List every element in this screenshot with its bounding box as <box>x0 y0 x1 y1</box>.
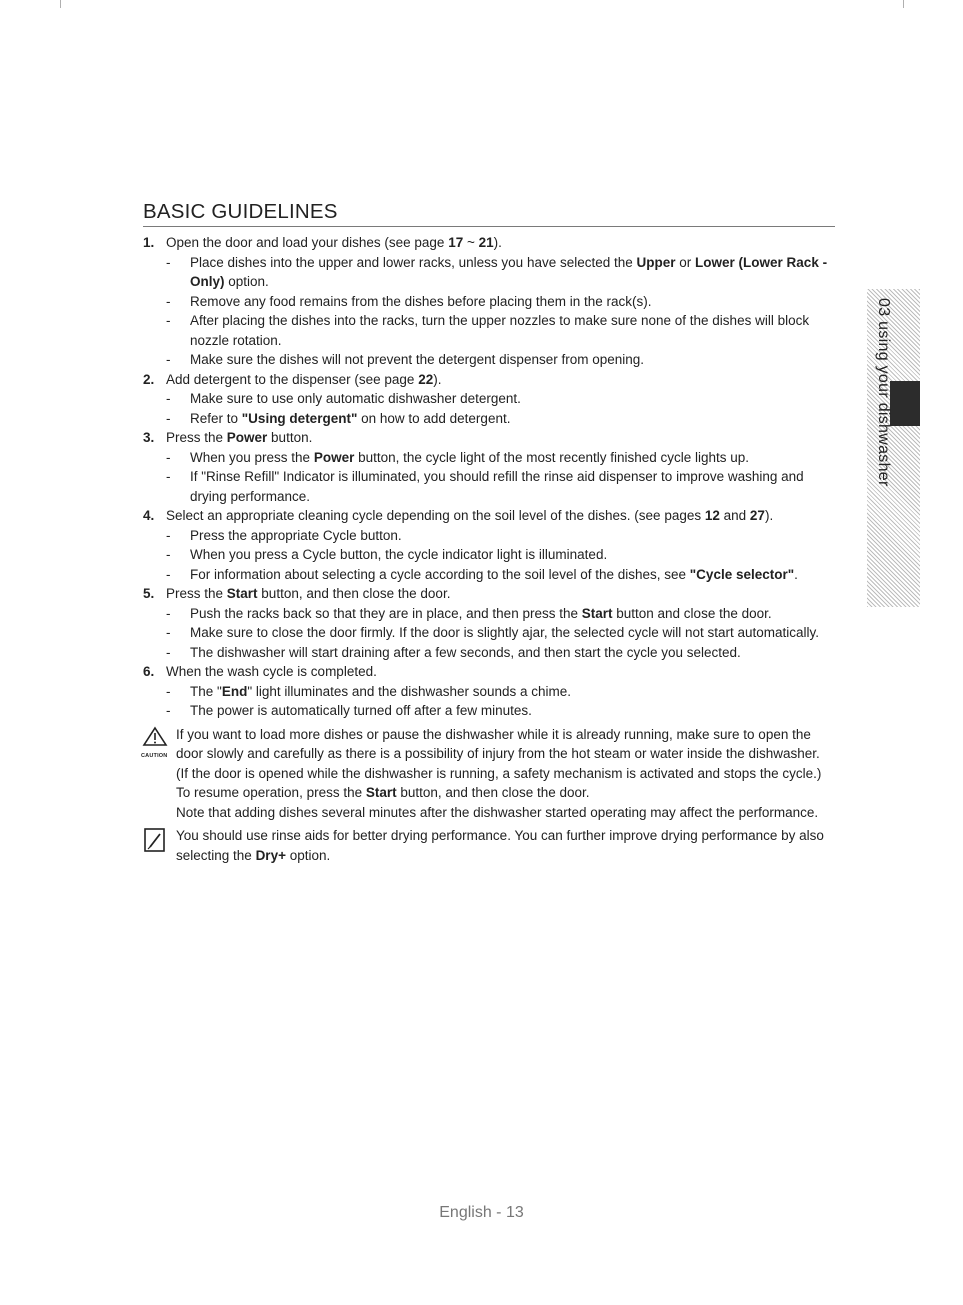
step-3 <box>143 428 835 448</box>
step-2 <box>143 370 835 390</box>
note-notice <box>143 826 835 865</box>
sub-item: - For information about selecting a cycle according to the soil level of the dishes, see "Cycle selector". <box>166 566 798 582</box>
sub-item: - Make sure to use only automatic dishwasher detergent. <box>166 391 521 406</box>
sub-item: - Push the racks back so that they are in place, and then press the Start button and close the door. <box>166 605 772 621</box>
step-number: 5. <box>143 586 155 601</box>
caution-icon <box>143 725 176 823</box>
crop-mark-left <box>60 0 61 8</box>
step-5 <box>143 584 835 604</box>
step-number: 2. <box>143 371 155 387</box>
caution-text: If you want to load more dishes or pause the dishwasher while it is already running, make sure to open the door slowly and carefully as there is a possibility of injury from the hot steam or water inside the dishwasher. (If the door is opened while the dishwasher is running, a safety mechanism is activated and stops the cycle.) To resume operation, press the Start button, and then close the door. Note that adding dishes several minutes after the dishwasher started operating may affect the performance. <box>176 726 822 820</box>
sub-item: - The dishwasher will start draining after a few seconds, and then start the cycle you selected. <box>166 644 741 660</box>
crop-mark-right <box>903 0 904 8</box>
note-text: You should use rinse aids for better drying performance. You can further improve drying performance by also selecting the Dry+ option. <box>176 828 824 863</box>
sub-item: - The power is automatically turned off after a few minutes. <box>166 703 532 718</box>
sub-item: - Make sure to close the door firmly. If the door is slightly ajar, the selected cycle will not start automatically. <box>166 625 820 640</box>
step-number: 1. <box>143 235 155 250</box>
step-text: Open the door and load your dishes (see page 17 ~ 21). <box>166 235 502 250</box>
chapter-tab-label: 03 using your dishwasher <box>875 298 892 487</box>
step-text: When the wash cycle is completed. <box>166 664 377 679</box>
step-text: Press the Power button. <box>166 430 313 445</box>
step-text: Press the Start button, and then close the door. <box>166 586 451 601</box>
page-footer: English - 13 <box>439 1204 524 1221</box>
step-number: 4. <box>143 508 155 523</box>
chapter-tab-marker <box>890 381 920 426</box>
sub-item: - If "Rinse Refill" Indicator is illuminated, you should refill the rinse aid dispenser to improve washing and drying performance. <box>166 469 804 504</box>
caution-notice <box>143 725 835 823</box>
sub-item: - Make sure the dishes will not prevent the detergent dispenser from opening. <box>166 352 645 367</box>
sub-item: - Press the appropriate Cycle button. <box>166 527 402 543</box>
step-1 <box>143 233 835 253</box>
step-number: 6. <box>143 664 155 679</box>
sub-item: - Place dishes into the upper and lower racks, unless you have selected the Upper or Lower (Lower Rack - Only) option. <box>166 254 828 289</box>
sub-item: - After placing the dishes into the racks, turn the upper nozzles to make sure none of the dishes will block nozzle rotation. <box>166 313 810 348</box>
sub-item: - The "End" light illuminates and the dishwasher sounds a chime. <box>166 683 572 699</box>
step-text: Add detergent to the dispenser (see page 22). <box>166 371 442 387</box>
sub-item: - When you press a Cycle button, the cycle indicator light is illuminated. <box>166 547 608 562</box>
caution-label: CAUTION <box>141 752 168 759</box>
sub-item: - When you press the Power button, the cycle light of the most recently finished cycle lights up. <box>166 449 750 465</box>
sub-item: - Remove any food remains from the dishes before placing them in the rack(s). <box>166 293 652 309</box>
step-text: Select an appropriate cleaning cycle depending on the soil level of the dishes. (see pages 12 and 27). <box>166 508 774 523</box>
sub-item: - Refer to "Using detergent" on how to add detergent. <box>166 410 511 426</box>
step-4 <box>143 506 835 526</box>
guidelines-list <box>143 233 835 865</box>
section-title: BASIC GUIDELINES <box>143 199 835 227</box>
step-6 <box>143 662 835 682</box>
step-number: 3. <box>143 430 155 445</box>
note-icon <box>143 826 176 865</box>
